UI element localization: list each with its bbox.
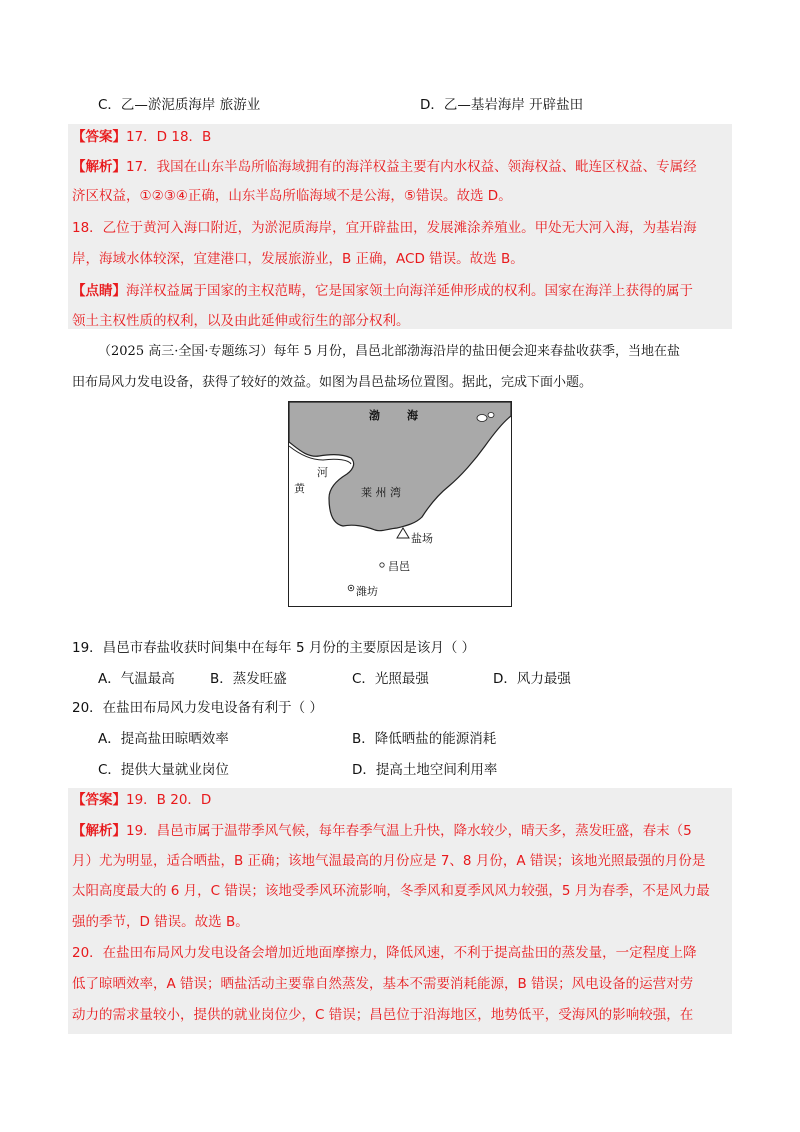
q20-option-d: D．提高土地空间利用率 (352, 762, 498, 778)
map-label-huang: 黄 (294, 482, 305, 495)
changyi-marker (380, 563, 384, 567)
salt-field-icon (397, 528, 409, 538)
map-label-he: 河 (317, 466, 328, 479)
analysis-line: 18．乙位于黄河入海口附近，为淤泥质海岸，宜开辟盐田，发展滩涂养殖业。甲处无大河入海，为基岩海 (72, 220, 697, 236)
answer-text: 19．B 20．D (126, 792, 212, 808)
q19-option-a: A．气温最高 (98, 671, 175, 687)
q19-option-b: B．蒸发旺盛 (210, 671, 287, 687)
answer-tag: 【答案】 (72, 129, 126, 145)
answer-line-2 (72, 790, 211, 810)
intro-line: 田布局风力发电设备，获得了较好的效益。如图为昌邑盐场位置图。据此，完成下面小题。 (72, 375, 593, 390)
map-label-hai: 海 (407, 409, 418, 422)
analysis-line: 低了晾晒效率，A 错误；晒盐活动主要靠自然蒸发，基本不需要消耗能源，B 错误；风电设备的运营对劳 (72, 976, 694, 992)
analysis-tag: 【解析】 (72, 159, 126, 175)
q19-option-d: D．风力最强 (493, 671, 571, 687)
comment-tag: 【点睛】 (72, 283, 126, 299)
map-label-saltfield: 盐场 (411, 532, 433, 545)
answer-text: 17．D 18．B (126, 129, 212, 145)
intro-line: （2025 高三·全国·专题练习）每年 5 月份，昌邑北部渤海沿岸的盐田便会迎来春盐收获季，当地在盐 (98, 344, 681, 359)
q18-option-c: C．乙—淤泥质海岸 旅游业 (98, 97, 261, 113)
analysis-line (72, 157, 697, 177)
map-label-bohai: 渤 (369, 409, 380, 422)
analysis-line: 强的季节，D 错误。故选 B。 (72, 914, 249, 930)
island (488, 413, 494, 418)
q20-option-c: C．提供大量就业岗位 (98, 762, 229, 778)
q18-option-d: D．乙—基岩海岸 开辟盐田 (420, 97, 584, 113)
analysis-line: 济区权益，①②③④正确，山东半岛所临海域不是公海，⑤错误。故选 D。 (72, 188, 512, 204)
analysis-line: 月）尤为明显，适合晒盐，B 正确；该地气温最高的月份应是 7、8 月份，A 错误；该地光照最强的月份是 (72, 853, 706, 869)
map-label-laizhou: 莱 州 湾 (361, 486, 401, 499)
q19-stem: 19．昌邑市春盐收获时间集中在每年 5 月份的主要原因是该月（ ） (72, 640, 476, 656)
q20-option-a: A．提高盐田晾晒效率 (98, 731, 229, 747)
analysis-line: 20．在盐田布局风力发电设备会增加近地面摩擦力，降低风速，不利于提高盐田的蒸发量，一定程度上降 (72, 945, 697, 961)
analysis-text: 19．昌邑市属于温带季风气候，每年春季气温上升快，降水较少，晴天多，蒸发旺盛，春末（5 (126, 823, 692, 839)
comment-line (72, 281, 693, 301)
q20-option-b: B．降低晒盐的能源消耗 (352, 731, 497, 747)
map-label-changyi: 昌邑 (388, 560, 410, 573)
analysis-line: 太阳高度最大的 6 月，C 错误；该地受季风环流影响，冬季风和夏季风风力较强，5 月为春季，不是风力最 (72, 883, 710, 899)
map-svg (289, 402, 511, 606)
q20-stem: 20．在盐田布局风力发电设备有利于（ ） (72, 700, 323, 716)
island (477, 415, 487, 422)
answer-line-1 (72, 127, 211, 147)
analysis-text: 17．我国在山东半岛所临海域拥有的海洋权益主要有内水权益、领海权益、毗连区权益、专属经 (126, 159, 697, 175)
analysis-line: 岸，海域水体较深，宜建港口，发展旅游业，B 正确，ACD 错误。故选 B。 (72, 251, 524, 267)
map-figure (288, 401, 512, 607)
comment-line: 领土主权性质的权利，以及由此延伸或衍生的部分权利。 (72, 313, 410, 329)
analysis-line (72, 821, 692, 841)
answer-tag: 【答案】 (72, 792, 126, 808)
comment-text: 海洋权益属于国家的主权范畴，它是国家领土向海洋延伸形成的权利。国家在海洋上获得的属于 (126, 283, 693, 299)
q19-option-c: C．光照最强 (352, 671, 429, 687)
analysis-tag: 【解析】 (72, 823, 126, 839)
analysis-line: 动力的需求量较小，提供的就业岗位少，C 错误；昌邑位于沿海地区，地势低平，受海风的影响较强，在 (72, 1007, 694, 1023)
map-label-weifang: 潍坊 (356, 585, 378, 598)
